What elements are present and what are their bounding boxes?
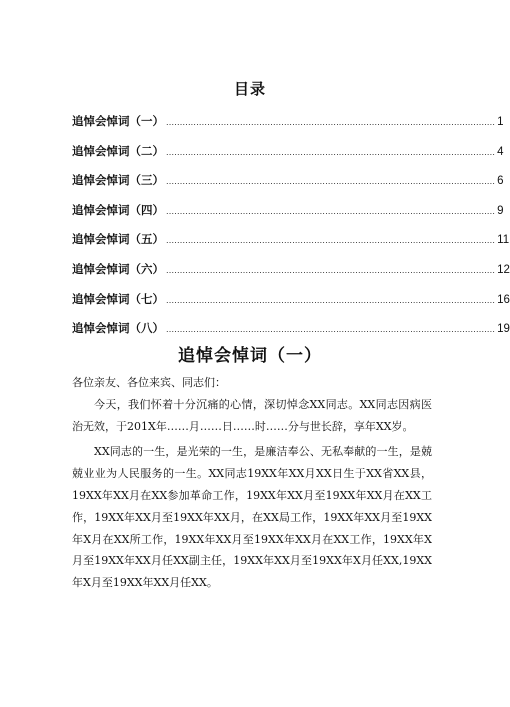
- toc-leader-dots: ........................................................................................................................: [166, 325, 496, 335]
- toc-entry-page: 12: [497, 263, 510, 276]
- toc-entry-page: 11: [497, 234, 510, 247]
- body-paragraph: XX同志的一生，是光荣的一生，是廉洁奉公、无私奉献的一生，是兢兢业业为人民服务的一生。XX同志19XX年XX月XX日生于XX省XX县，19XX年XX月在XX参加革命工作，19XX年XX月至19XX年XX月在XX工作，19XX年XX月至19XX年XX月，在XX局工作，19XX年XX月至19XX年X月在XX所工作，19XX年XX月至19XX年XX月在XX工作，19XX年X月至19XX年XX月任XX副主任，19XX年XX月至19XX年X月任XX,19XX年X月至19XX年XX月任XX。: [72, 445, 432, 590]
- toc-leader-dots: ........................................................................................................................: [166, 147, 496, 157]
- toc-leader-dots: ........................................................................................................................: [166, 177, 496, 187]
- toc-entry-page: 6: [497, 175, 504, 188]
- toc-entry-label: 追悼会悼词（三）: [72, 173, 164, 188]
- document-title: 追悼会悼词（一）: [178, 346, 322, 366]
- toc-entry-page: 16: [497, 293, 510, 306]
- toc-leader-dots: ........................................................................................................................: [166, 118, 496, 127]
- salutation: 各位亲友、各位来宾、同志们：: [72, 376, 226, 389]
- toc-entry-page: 4: [497, 145, 504, 158]
- toc-entry-label: 追悼会悼词（一）: [72, 114, 164, 128]
- toc-entry-page: 1: [497, 116, 504, 128]
- toc-entry[interactable]: [72, 291, 510, 321]
- toc-leader-dots: ........................................................................................................................: [166, 236, 496, 246]
- document-body: [72, 372, 432, 594]
- toc-entry-label: 追悼会悼词（六）: [72, 261, 164, 276]
- toc-entry[interactable]: [72, 113, 504, 143]
- toc-entry[interactable]: [72, 261, 510, 291]
- toc-entry-label: 追悼会悼词（七）: [72, 291, 164, 306]
- toc-entry-page: 9: [497, 204, 504, 217]
- toc-entry-label: 追悼会悼词（二）: [72, 143, 164, 158]
- toc-entry-label: 追悼会悼词（四）: [72, 202, 164, 217]
- toc-entry-page: 19: [497, 323, 510, 336]
- body-paragraph: 今天，我们怀着十分沉痛的心情，深切悼念XX同志。XX同志因病医治无效，于201X年……月……日……时……分与世长辞，享年XX岁。: [72, 397, 432, 433]
- toc-title: 目录: [233, 80, 266, 98]
- toc-entry[interactable]: [72, 143, 504, 173]
- table-of-contents: [72, 113, 510, 350]
- toc-entry[interactable]: [72, 202, 504, 232]
- toc-entry[interactable]: [72, 172, 504, 202]
- toc-leader-dots: ........................................................................................................................: [166, 206, 496, 216]
- toc-entry[interactable]: [72, 231, 510, 261]
- toc-entry-label: 追悼会悼词（五）: [72, 232, 164, 247]
- toc-leader-dots: ........................................................................................................................: [166, 265, 496, 275]
- toc-entry-label: 追悼会悼词（八）: [72, 321, 164, 336]
- toc-leader-dots: ........................................................................................................................: [166, 295, 496, 305]
